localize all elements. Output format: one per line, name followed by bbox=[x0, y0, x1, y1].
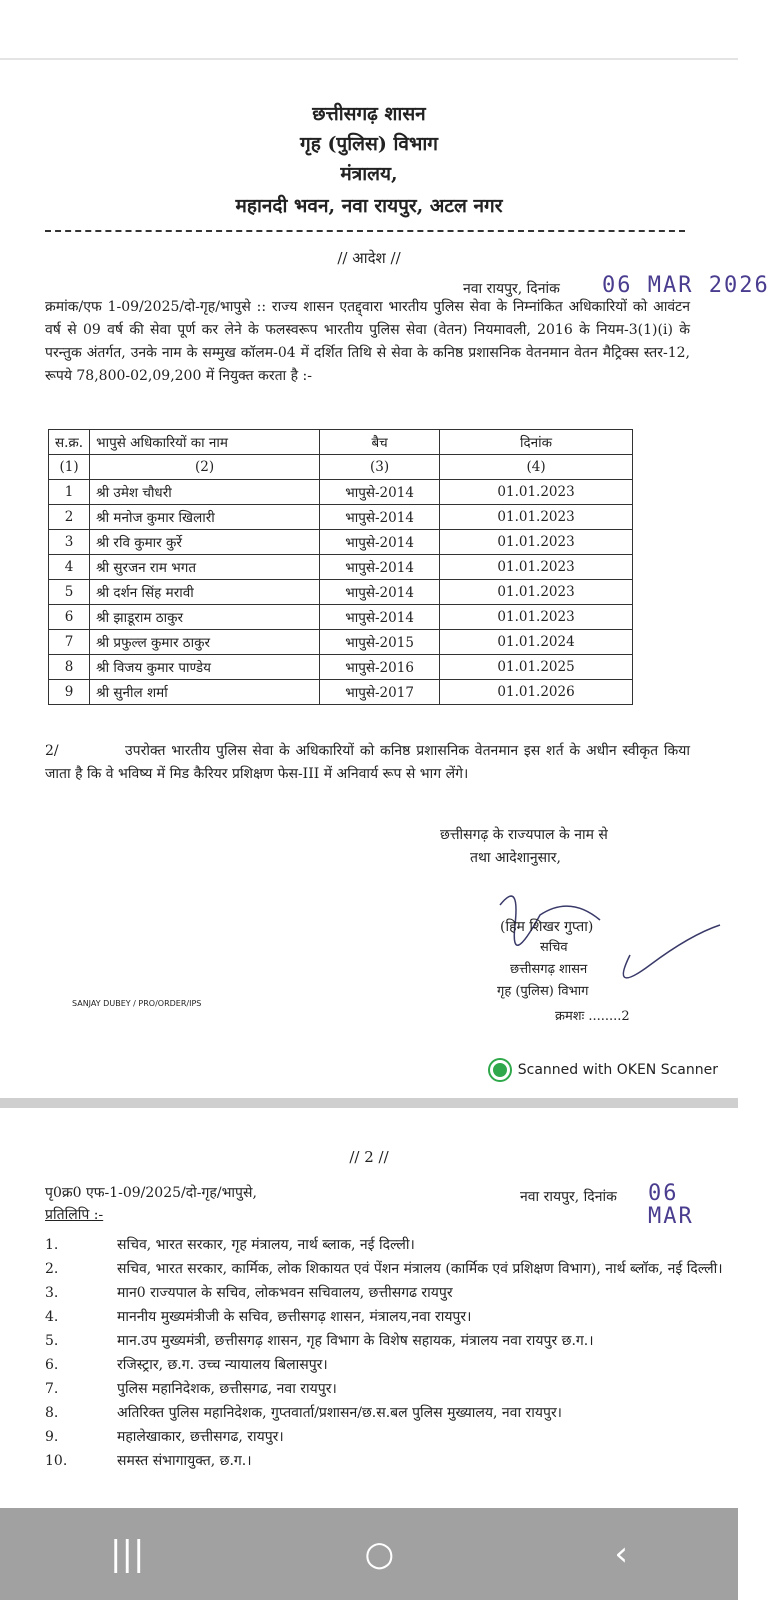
table-cell: 4 bbox=[49, 555, 90, 580]
table-row bbox=[49, 530, 633, 555]
table-cell: 01.01.2025 bbox=[440, 655, 633, 680]
officers-table bbox=[48, 429, 633, 705]
item-number: 6. bbox=[45, 1357, 59, 1373]
item-text: मान0 राज्यपाल के सचिव, लोकभवन सचिवालय, छत्तीसगढ रायपुर bbox=[117, 1285, 453, 1301]
continued-note: क्रमशः ........2 bbox=[555, 1009, 630, 1024]
item-text: मान.उप मुख्यमंत्री, छत्तीसगढ़ शासन, गृह विभाग के विशेष सहायक, मंत्रालय नवा रायपुर छ.ग.। bbox=[117, 1333, 594, 1349]
table-cell: 01.01.2023 bbox=[440, 505, 633, 530]
back-button[interactable]: ‹ bbox=[614, 1534, 628, 1574]
table-cell: भापुसे-2014 bbox=[320, 530, 440, 555]
col-header: स.क्र. bbox=[49, 430, 90, 455]
item-text: समस्त संभागायुक्त, छ.ग.। bbox=[117, 1453, 252, 1469]
copy-list bbox=[45, 1234, 727, 1474]
table-cell: 8 bbox=[49, 655, 90, 680]
sign-line: तथा आदेशानुसार, bbox=[470, 850, 561, 866]
signatory-name: (हिम शिखर गुप्ता) bbox=[500, 919, 594, 935]
col-number: (1) bbox=[49, 455, 90, 480]
android-nav-bar bbox=[0, 1508, 738, 1600]
table-cell: श्री सुनील शर्मा bbox=[90, 680, 320, 705]
footer-ref: SANJAY DUBEY / PRO/ORDER/IPS bbox=[72, 999, 202, 1008]
place-date: नवा रायपुर, दिनांक bbox=[520, 1189, 617, 1205]
table-row bbox=[49, 555, 633, 580]
order-title: // आदेश // bbox=[337, 249, 401, 267]
col-header: दिनांक bbox=[440, 430, 633, 455]
list-item bbox=[45, 1450, 727, 1472]
col-header: बैच bbox=[320, 430, 440, 455]
table-cell: 01.01.2023 bbox=[440, 530, 633, 555]
list-item bbox=[45, 1258, 727, 1280]
list-item bbox=[45, 1354, 727, 1376]
item-text: सचिव, भारत सरकार, कार्मिक, लोक शिकायत एवं पेंशन मंत्रालय (कार्मिक एवं प्रशिक्षण विभाग), नार्थ ब्लॉक, नई दिल्ली। bbox=[117, 1261, 723, 1277]
order-body: क्रमांक/एफ 1-09/2025/दो-गृह/भापुसे :: राज्य शासन एतद्द्वारा भारतीय पुलिस सेवा के निम्नांकित अधिकारियों को आवंटन वर्ष से 09 वर्ष की सेवा पूर्ण कर लेने के फलस्वरूप भारतीय पुलिस सेवा (वेतन) नियमावली, 2016 के नियम-3(1)(i) के परन्तुक अंतर्गत, उनके नाम के सम्मुख कॉलम-04 में दर्शित तिथि से सेवा के कनिष्ठ प्रशासनिक वेतनमान वेतन मैट्रिक्स स्तर-12, रूपये 78,800-02,09,200 में नियुक्त करता है :- bbox=[45, 299, 690, 384]
list-item bbox=[45, 1282, 727, 1304]
item-number: 3. bbox=[45, 1285, 59, 1301]
col-header: भापुसे अधिकारियों का नाम bbox=[90, 430, 320, 455]
item-number: 2. bbox=[45, 1261, 59, 1277]
table-cell: श्री प्रफुल्ल कुमार ठाकुर bbox=[90, 630, 320, 655]
scanner-text: Scanned with OKEN Scanner bbox=[517, 1062, 718, 1078]
table-cell: 01.01.2023 bbox=[440, 580, 633, 605]
table-cell: श्री विजय कुमार पाण्डेय bbox=[90, 655, 320, 680]
signatory-govt: छत्तीसगढ़ शासन bbox=[510, 962, 588, 977]
scanner-watermark bbox=[490, 1060, 718, 1080]
table-cell: भापुसे-2015 bbox=[320, 630, 440, 655]
col-number: (2) bbox=[90, 455, 320, 480]
item-text: अतिरिक्त पुलिस महानिदेशक, गुप्तवार्ता/प्रशासन/छ.स.बल पुलिस मुख्यालय, नवा रायपुर। bbox=[117, 1405, 562, 1421]
divider bbox=[45, 230, 685, 232]
table-cell: 5 bbox=[49, 580, 90, 605]
table-row bbox=[49, 505, 633, 530]
item-number: 4. bbox=[45, 1309, 59, 1325]
date-stamp: 06 MAR 2026 bbox=[602, 273, 770, 298]
item-number: 9. bbox=[45, 1429, 59, 1445]
item-text: सचिव, भारत सरकार, गृह मंत्रालय, नार्थ ब्लाक, नई दिल्ली। bbox=[117, 1237, 415, 1253]
item-text: महालेखाकार, छत्तीसगढ, रायपुर। bbox=[117, 1429, 284, 1445]
home-button[interactable]: ○ bbox=[364, 1534, 395, 1574]
table-row bbox=[49, 655, 633, 680]
page-number: // 2 // bbox=[349, 1148, 389, 1166]
table-row bbox=[49, 630, 633, 655]
table-cell: श्री दर्शन सिंह मरावी bbox=[90, 580, 320, 605]
para2: उपरोक्त भारतीय पुलिस सेवा के अधिकारियों को कनिष्ठ प्रशासनिक वेतनमान इस शर्त के अधीन स्वीकृत किया जाता है कि वे भविष्य में मिड कैरियर प्रशिक्षण फेस-III में अनिवार्य रूप से भाग लेंगे। bbox=[45, 743, 690, 782]
table-row bbox=[49, 480, 633, 505]
item-number: 10. bbox=[45, 1453, 68, 1469]
table-cell: 01.01.2023 bbox=[440, 555, 633, 580]
page-gap bbox=[0, 1098, 738, 1108]
recent-apps-button[interactable]: ||| bbox=[110, 1534, 145, 1574]
reference-number: पृ0क्र0 एफ-1-09/2025/दो-गृह/भापुसे, bbox=[45, 1185, 257, 1201]
copy-label: प्रतिलिपि :- bbox=[45, 1207, 104, 1223]
table-row bbox=[49, 580, 633, 605]
list-item bbox=[45, 1330, 727, 1352]
col-number: (4) bbox=[440, 455, 633, 480]
item-text: रजिस्ट्रार, छ.ग. उच्च न्यायालय बिलासपुर। bbox=[117, 1357, 328, 1373]
list-item bbox=[45, 1378, 727, 1400]
table-cell: भापुसे-2014 bbox=[320, 580, 440, 605]
table-cell: 01.01.2026 bbox=[440, 680, 633, 705]
item-text: माननीय मुख्यमंत्रीजी के सचिव, छत्तीसगढ़ शासन, मंत्रालय,नवा रायपुर। bbox=[117, 1309, 472, 1325]
signatory-title: सचिव bbox=[540, 940, 568, 955]
list-item bbox=[45, 1306, 727, 1328]
table-cell: श्री झाडूराम ठाकुर bbox=[90, 605, 320, 630]
table-cell: श्री उमेश चौधरी bbox=[90, 480, 320, 505]
table-cell: श्री सुरजन राम भगत bbox=[90, 555, 320, 580]
table-row bbox=[49, 605, 633, 630]
item-text: पुलिस महानिदेशक, छत्तीसगढ, नवा रायपुर। bbox=[117, 1381, 337, 1397]
table-cell: 9 bbox=[49, 680, 90, 705]
table-cell: 7 bbox=[49, 630, 90, 655]
header-line: महानदी भवन, नवा रायपुर, अटल नगर bbox=[235, 195, 503, 217]
list-item bbox=[45, 1402, 727, 1424]
date-stamp: 06 MAR bbox=[648, 1181, 694, 1229]
table-cell: भापुसे-2014 bbox=[320, 505, 440, 530]
place-date: नवा रायपुर, दिनांक bbox=[463, 281, 560, 297]
table-cell: भापुसे-2016 bbox=[320, 655, 440, 680]
table-cell: 6 bbox=[49, 605, 90, 630]
table-cell: भापुसे-2014 bbox=[320, 480, 440, 505]
item-number: 1. bbox=[45, 1237, 59, 1253]
table-cell: भापुसे-2014 bbox=[320, 555, 440, 580]
item-number: 8. bbox=[45, 1405, 59, 1421]
table-cell: 01.01.2024 bbox=[440, 630, 633, 655]
table-cell: भापुसे-2017 bbox=[320, 680, 440, 705]
col-number: (3) bbox=[320, 455, 440, 480]
sign-line: छत्तीसगढ़ के राज्यपाल के नाम से bbox=[440, 827, 608, 843]
table-row bbox=[49, 680, 633, 705]
item-number: 7. bbox=[45, 1381, 59, 1397]
table-cell: 01.01.2023 bbox=[440, 480, 633, 505]
table-cell: श्री मनोज कुमार खिलारी bbox=[90, 505, 320, 530]
table-cell: 01.01.2023 bbox=[440, 605, 633, 630]
oken-logo-icon bbox=[490, 1060, 510, 1080]
table-cell: 3 bbox=[49, 530, 90, 555]
table-cell: भापुसे-2014 bbox=[320, 605, 440, 630]
header-line: मंत्रालय, bbox=[340, 163, 398, 185]
item-number: 5. bbox=[45, 1333, 59, 1349]
table-cell: 1 bbox=[49, 480, 90, 505]
para2-number: 2/ bbox=[45, 743, 59, 759]
table-cell: श्री रवि कुमार कुर्रे bbox=[90, 530, 320, 555]
header-line: छत्तीसगढ़ शासन bbox=[312, 103, 426, 125]
header-line: गृह (पुलिस) विभाग bbox=[300, 133, 438, 155]
list-item bbox=[45, 1426, 727, 1448]
list-item bbox=[45, 1234, 727, 1256]
table-cell: 2 bbox=[49, 505, 90, 530]
document-page-1 bbox=[0, 58, 770, 1098]
signatory-dept: गृह (पुलिस) विभाग bbox=[497, 984, 589, 999]
